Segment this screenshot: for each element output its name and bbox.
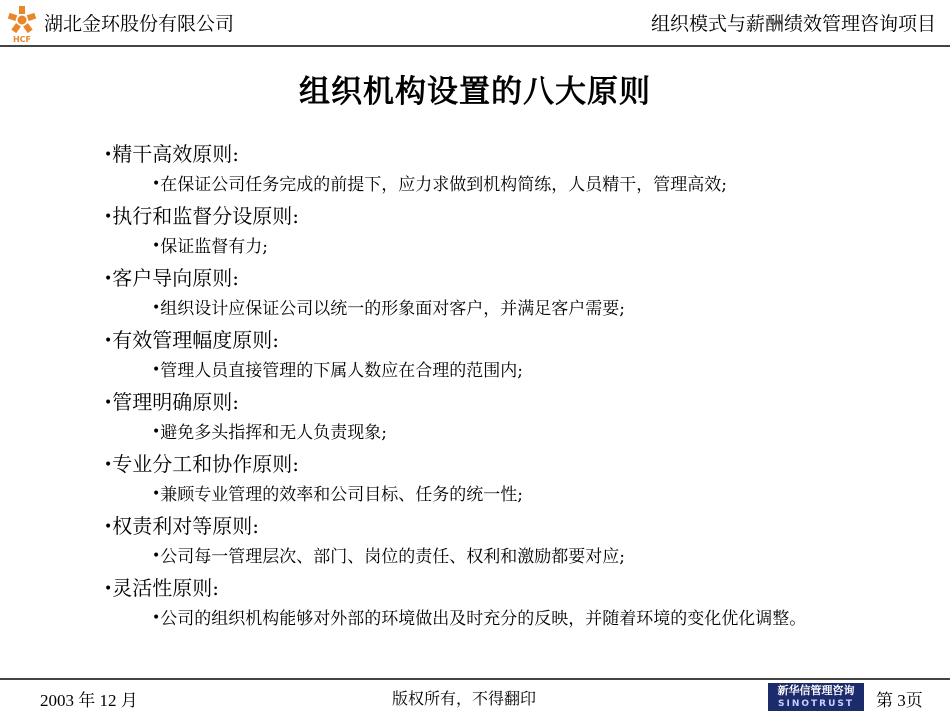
slide-header [0,0,950,46]
bullet-icon: • [152,176,161,192]
principle-item [104,388,864,446]
logo-text: HCF [12,35,32,44]
slide-footer [0,680,950,713]
principle-heading [104,326,864,355]
project-name: 组织模式与薪酬绩效管理咨询项目 [650,13,936,35]
sinotrust-logo-cn: 新华信管理咨询 [777,684,855,697]
principle-heading-text: 有效管理幅度原则: [112,328,280,352]
bullet-icon: • [104,209,113,225]
principle-detail [152,544,842,570]
principle-detail-text: 管理人员直接管理的下属人数应在合理的范围内; [160,361,523,381]
principle-item [104,326,864,384]
company-name: 湖北金环股份有限公司 [44,13,235,35]
principle-heading [104,512,864,541]
principle-detail-text: 公司每一管理层次、部门、岗位的责任、权利和激励都要对应; [160,547,625,567]
bullet-icon: • [152,362,161,378]
principle-detail-text: 兼顾专业管理的效率和公司目标、任务的统一性; [160,485,523,505]
principle-heading-text: 执行和监督分设原则: [112,204,300,228]
bullet-icon: • [152,548,161,564]
principle-heading-text: 精干高效原则: [112,142,240,166]
bullet-icon: • [104,333,113,349]
bullet-icon: • [104,519,113,535]
principle-detail-text: 组织设计应保证公司以统一的形象面对客户，并满足客户需要; [160,299,625,319]
bullet-icon: • [152,238,161,254]
principle-detail-text: 避免多头指挥和无人负责现象; [160,423,387,443]
principle-detail [152,358,842,384]
principle-heading-text: 专业分工和协作原则: [112,452,300,476]
bullet-icon: • [152,300,161,316]
principle-detail [152,172,842,198]
principles-list [104,140,864,636]
principle-item [104,202,864,260]
principle-heading-text: 客户导向原则: [112,266,240,290]
header-divider [0,45,950,47]
principle-heading-text: 灵活性原则: [112,576,220,600]
principle-heading [104,450,864,479]
page-number: 第 3页 [876,691,923,710]
principle-detail [152,420,842,446]
principle-item [104,574,864,632]
bullet-icon: • [104,271,113,287]
principle-item [104,264,864,322]
principle-heading [104,264,864,293]
principle-detail-text: 公司的组织机构能够对外部的环境做出及时充分的反映，并随着环境的变化优化调整。 [160,609,807,629]
principle-detail [152,296,842,322]
principle-item [104,450,864,508]
principle-heading [104,388,864,417]
bullet-icon: • [104,395,113,411]
principle-item [104,140,864,198]
principle-detail-text: 保证监督有力; [160,237,268,257]
hcf-logo-icon [4,4,40,44]
bullet-icon: • [152,610,161,626]
principle-heading [104,574,864,603]
principle-item [104,512,864,570]
sinotrust-logo [768,683,864,711]
bullet-icon: • [152,486,161,502]
bullet-icon: • [104,581,113,597]
bullet-icon: • [104,147,113,163]
principle-detail [152,482,842,508]
principle-detail [152,234,842,260]
slide-title: 组织机构设置的八大原则 [299,74,651,110]
sinotrust-logo-en: SINOTRUST [777,699,854,709]
principle-heading [104,202,864,231]
principle-heading-text: 管理明确原则: [112,390,240,414]
principle-detail [152,606,842,632]
bullet-icon: • [104,457,113,473]
bullet-icon: • [152,424,161,440]
principle-heading-text: 权责利对等原则: [112,514,260,538]
principle-detail-text: 在保证公司任务完成的前提下，应力求做到机构简练，人员精干，管理高效; [160,175,727,195]
footer-date: 2003 年 12 月 [40,691,138,710]
principle-heading [104,140,864,169]
footer-copyright: 版权所有，不得翻印 [392,689,537,708]
